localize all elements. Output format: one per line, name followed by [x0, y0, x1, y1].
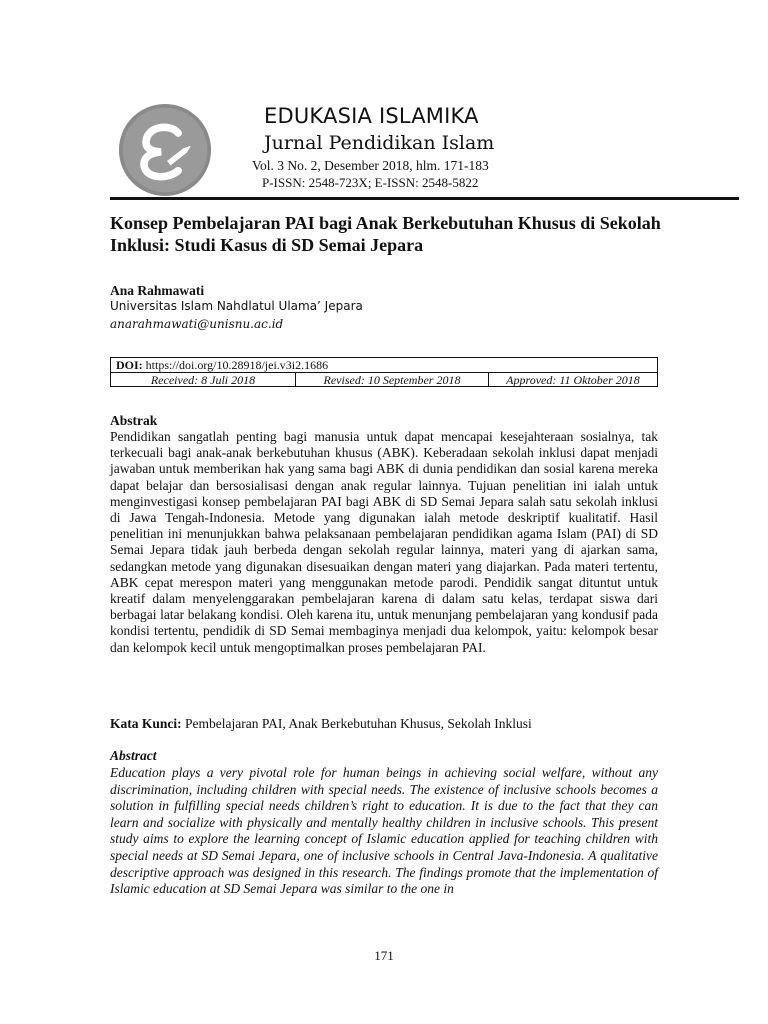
- abstract-body: Education plays a very pivotal role for human beings in achieving social welfare, without any discrimination, including children with special needs. The existence of inclusive schools becomes a solution in fulfilling special needs children’s right to education. It is due to the fact that they can learn and socialize with physically and mentally healthy children in inclusive schools. This present study aims to explore the learning concept of Islamic education applied for teaching children with special needs at SD Semai Jepara, one of inclusive schools in Central Java-Indonesia. A qualitative descriptive approach was designed in this research. The findings promote that the implementation of Islamic education at SD Semai Jepara was similar to the one in: [110, 765, 658, 897]
- journal-volume-line: Vol. 3 No. 2, Desember 2018, hlm. 171-183: [252, 158, 489, 173]
- abstrak-heading: Abstrak: [110, 413, 158, 428]
- dates-row: [111, 373, 657, 387]
- approved-date: Approved: 11 Oktober 2018: [506, 373, 640, 387]
- journal-subtitle: Jurnal Pendidikan Islam: [264, 132, 495, 154]
- doi-label: DOI:: [116, 358, 143, 372]
- journal-logo-icon: [118, 103, 212, 197]
- journal-name: EDUKASIA ISLAMIKA: [264, 104, 479, 128]
- keywords: [110, 716, 532, 732]
- received-date: Received: 8 Juli 2018: [111, 373, 296, 387]
- journal-issn-line: P-ISSN: 2548-723X; E-ISSN: 2548-5822: [262, 175, 479, 190]
- header-divider: [110, 197, 739, 200]
- abstract-heading: Abstract: [110, 748, 157, 763]
- revised-date: Revised: 10 September 2018: [296, 373, 489, 387]
- page-number: 171: [374, 948, 394, 963]
- author-name: Ana Rahmawati: [110, 283, 205, 298]
- abstrak-body: Pendidikan sangatlah penting bagi manusia untuk dapat mencapai kesejahteraan sosialnya, tak terkecuali bagi anak-anak berkebutuhan khusus (ABK). Keberadaan sekolah inklusi dapat menjadi jawaban untuk memberikan hak yang sama bagi ABK di dunia pendidikan dan sosial karena mereka dapat belajar dan bersosialisasi dengan anak regular lainnya. Tujuan penelitian ini ialah untuk menginvestigasi konsep pembelajaran PAI bagi ABK di SD Semai Jepara salah satu sekolah inklusi di Jawa Tengah-Indonesia. Metode yang digunakan ialah metode deskriptif kualitatif. Hasil penelitian ini menunjukkan bahwa pelaksanaan pembelajaran pendidikan agama Islam (PAI) di SD Semai Jepara tidak jauh berbeda dengan sekolah regular lainnya, materi yang di ajarkan sama, sedangkan metode yang digunakan disesuaikan dengan materi yang diajarkan. Pada materi tertentu, ABK cepat merespon materi yang menggunakan metode parodi. Pendidik sangat dituntut untuk kreatif dalam menyelenggarakan pembelajaran karena di dalam satu kelas, terdapat siswa dari berbagai latar belakang kondisi. Oleh karena itu, untuk menunjang pembelajaran yang kondusif pada kondisi tertentu, pendidik di SD Semai membaginya menjadi dua kelompok, yaitu: kelompok besar dan kelompok kecil untuk mengoptimalkan proses pembelajaran PAI.: [110, 429, 658, 655]
- keywords-label: Kata Kunci:: [110, 716, 182, 731]
- doi-box: [110, 357, 658, 387]
- article-title: Konsep Pembelajaran PAI bagi Anak Berkebutuhan Khusus di Sekolah Inklusi: Studi Kasus di SD Semai Jepara: [110, 213, 661, 255]
- author-email[interactable]: anarahmawati@unisnu.ac.id: [110, 317, 284, 331]
- author-affiliation: Universitas Islam Nahdlatul Ulama’ Jepara: [110, 299, 363, 313]
- doi-row: [116, 358, 328, 373]
- keywords-text: Pembelajaran PAI, Anak Berkebutuhan Khusus, Sekolah Inklusi: [185, 716, 532, 731]
- doi-link[interactable]: https://doi.org/10.28918/jei.v3i2.1686: [145, 358, 329, 372]
